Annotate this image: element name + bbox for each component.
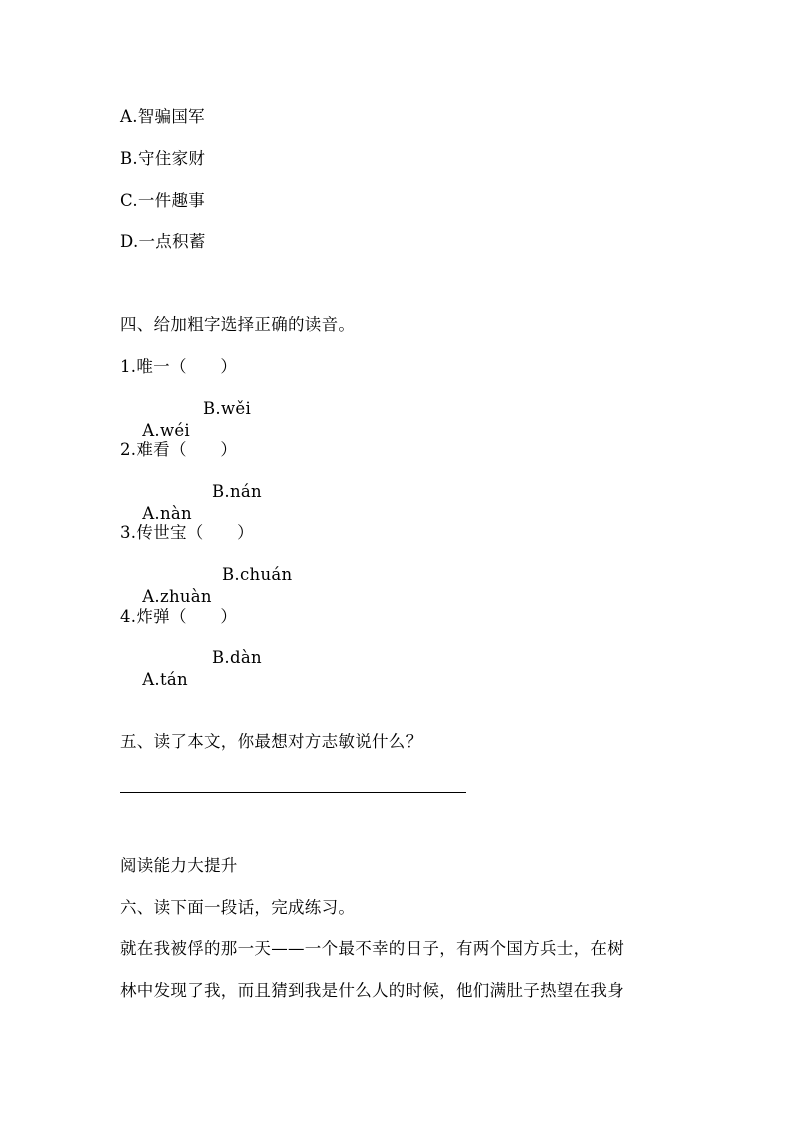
reading-heading: 阅读能力大提升 — [120, 856, 238, 875]
question-3-option-a: A.zhuàn — [142, 587, 212, 606]
section4-title: 四、给加粗字选择正确的读音。 — [120, 315, 356, 334]
question-2-option-a: A.nàn — [142, 504, 192, 523]
option-a-prev: A.智骗国军 — [120, 107, 205, 126]
question-2-stem: 2.难看（ ） — [120, 440, 238, 459]
option-b-prev: B.守住家财 — [120, 149, 206, 168]
section5-title: 五、读了本文，你最想对方志敏说什么？ — [120, 732, 423, 751]
question-4-stem: 4.炸弹（ ） — [120, 607, 238, 626]
question-3-option-b: B.chuán — [222, 565, 293, 584]
section6-title: 六、读下面一段话，完成练习。 — [120, 898, 356, 917]
option-d-prev: D.一点积蓄 — [120, 232, 206, 251]
question-1-stem: 1.唯一（ ） — [120, 357, 238, 376]
question-1-option-a: A.wéi — [142, 421, 191, 440]
question-3-stem: 3.传世宝（ ） — [120, 523, 254, 542]
paragraph-line-1: 就在我被俘的那一天——一个最不幸的日子，有两个国方兵士，在树 — [120, 939, 624, 958]
question-2-option-b: B.nán — [212, 482, 262, 501]
answer-blank-line[interactable] — [120, 792, 466, 793]
paragraph-line-2: 林中发现了我，而且猜到我是什么人的时候，他们满肚子热望在我身 — [120, 981, 624, 1000]
question-1-option-b: B.wěi — [203, 399, 252, 418]
option-c-prev: C.一件趣事 — [120, 191, 206, 210]
question-4-options — [120, 647, 262, 735]
question-4-option-a: A.tán — [142, 670, 188, 689]
question-4-option-b: B.dàn — [212, 648, 262, 667]
